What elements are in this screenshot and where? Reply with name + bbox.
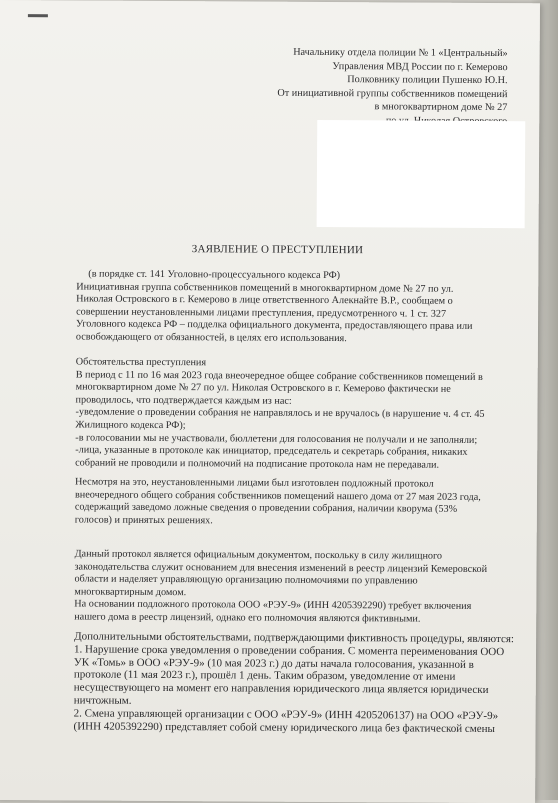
text-line: УК «Томь» в ООО «РЭУ-9» (10 мая 2023 г.) до даты начала голосования, указанной в (73, 656, 474, 671)
text-line: освобождающего от обязанностей, в целях его использования. (75, 331, 347, 345)
text-line: На основании подложного протокола ООО «РЭУ-9» (ИНН 4205392290) требует включения (74, 598, 472, 613)
text-line: несуществующего на момент его направления юридического лица является юридически (73, 681, 489, 697)
text-line: совершении неустановленными лицами преступления, предусмотренного ч. 1 ст. 327 (76, 306, 447, 320)
text-line: многоквартирном доме № 27 по ул. Николая Островского в г. Кемерово фактически не (75, 381, 451, 395)
section-heading: Дополнительными обстоятельствами, подтверждающими фиктивность процедуры, являются: (74, 630, 515, 646)
redacted-area (317, 120, 526, 228)
text-line: Несмотря на это, неустановленными лицами был изготовлен подложный протокол (75, 476, 434, 490)
text-line: проводилось, что подтверждается каждым из нас: (75, 394, 292, 407)
corner-mark (28, 14, 48, 17)
text-line: законодательства служит основанием для внесения изменений в реестр лицензий Кемеровской (74, 561, 488, 575)
text-line: Данный протокол является официальным документом, поскольку в силу жилищного (74, 548, 443, 562)
text-line: Инициативная группа собственников помещений в многоквартирном доме № 27 по ул. (76, 281, 454, 295)
text-line: В период с 11 по 16 мая 2023 года внеочередное общее собрание собственников помещений в (75, 369, 483, 383)
text-line: протоколе (11 мая 2023 г.), прошёл 1 день. Таким образом, уведомление от имени (73, 668, 456, 684)
circumstances-section (75, 356, 516, 472)
addressee-line: Начальнику отдела полиции № 1 «Центральный» (293, 46, 508, 60)
text-line: нашего дома в реестр лицензий, однако его полномочия являются фиктивными. (74, 611, 421, 625)
additional-circumstances-section (74, 630, 515, 735)
text-line: собраний не проводили и полномочий на подписание протокола нам не передавали. (75, 457, 440, 471)
text-line: Уголовного кодекса РФ – подделка официального документа, предоставляющего права или (75, 318, 473, 333)
text-line: -уведомление о проведении собрания не направлялось и не вручалось (в нарушение ч. 4 ст. 45 (75, 406, 485, 421)
text-line: -лица, указанные в протоколе как инициатор, председатель и секретарь собрания, никаких (75, 444, 468, 459)
addressee-line: в многоквартирном доме № 27 (374, 101, 508, 114)
document-title: ЗАЯВЛЕНИЕ О ПРЕСТУПЛЕНИИ (191, 243, 364, 257)
intro-paragraph (76, 268, 516, 346)
section-heading: Обстоятельства преступления (75, 356, 207, 369)
text-line: (ИНН 4205392290) представляет собой смену юридического лица без фактической смены (73, 720, 495, 735)
text-line: ничтожным. (73, 694, 132, 707)
addressee-line: Управления МВД России по г. Кемерово (332, 60, 508, 73)
text-line: -в голосовании мы не участвовали, бюллетени для голосования не получали и не заполняли; (75, 432, 478, 446)
text-line: 2. Смена управляющей организации с ООО «РЭУ-9» (ИНН 4205206137) на ООО «РЭУ-9» (73, 707, 499, 722)
text-line: внеочередного общего собрания собственников помещений нашего дома от 27 мая 2023 года, (74, 489, 481, 503)
text-line: многоквартирным домом. (74, 586, 187, 598)
addressee-line: От инициативной группы собственников помещений (277, 87, 508, 100)
forged-protocol-paragraph (75, 476, 515, 529)
text-line: голосов) и принятых решениях. (74, 514, 213, 527)
text-line: Жилищного кодекса РФ); (75, 419, 186, 432)
text-line: Николая Островского в г. Кемерово в лице ответственного Алекнайте В.Р., сообщаем о (76, 293, 453, 307)
text-line: 1. Нарушение срока уведомления о проведении собрания. С момента переименования ООО (73, 643, 505, 658)
official-document-paragraph (74, 548, 514, 626)
text-line: (в порядке ст. 141 Уголовно-процессуального кодекса РФ) (88, 268, 341, 282)
text-line: области и наделяет управляющую организацию полномочиями по управлению (74, 573, 418, 587)
addressee-line: Полковнику полиции Пушенко Ю.Н. (347, 74, 508, 87)
text-line: содержащий заведомо ложные сведения о проведении собрания, наличии кворума (53% (74, 501, 458, 515)
addressee-block (207, 45, 507, 128)
